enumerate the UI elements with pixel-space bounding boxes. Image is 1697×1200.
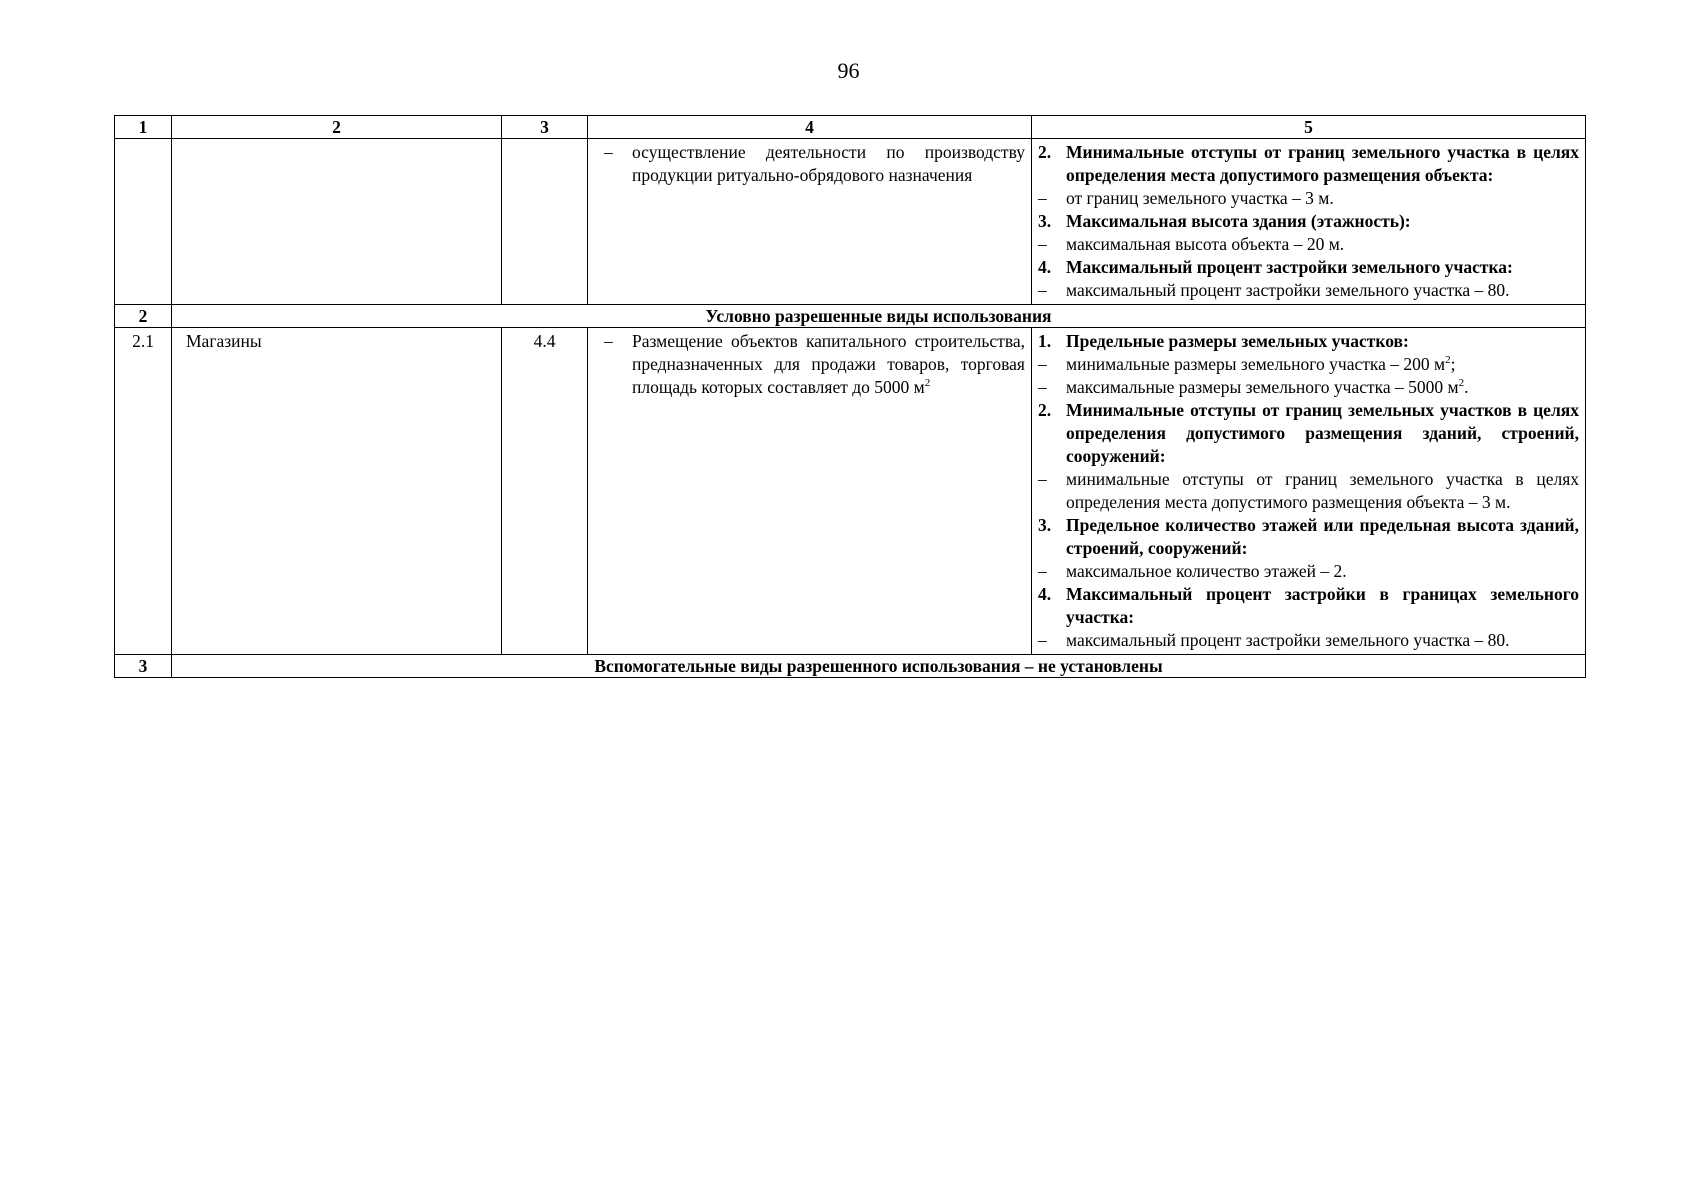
parameter-heading xyxy=(1038,514,1579,560)
list-text-main: максимальный процент застройки земельного участка – 80. xyxy=(1066,630,1510,650)
section-row-3 xyxy=(115,655,1586,678)
section-title: Условно разрешенные виды использования xyxy=(172,305,1586,328)
parameter-value xyxy=(1038,279,1579,302)
list-text-tail: . xyxy=(1464,377,1469,397)
cell-parameters xyxy=(1032,328,1586,655)
list-marker: 2. xyxy=(1038,142,1052,162)
list-text xyxy=(1066,210,1579,233)
parameter-value xyxy=(1038,353,1579,376)
list-text xyxy=(1066,279,1579,302)
list-marker: 4. xyxy=(1038,257,1052,277)
table-row-2-1 xyxy=(115,328,1586,655)
list-marker: 1. xyxy=(1038,331,1052,351)
col-header-1: 1 xyxy=(115,116,172,139)
col-header-5: 5 xyxy=(1032,116,1586,139)
cell-code xyxy=(502,139,588,305)
parameter-value xyxy=(1038,233,1579,256)
parameter-value xyxy=(1038,629,1579,652)
table-row-continuation xyxy=(115,139,1586,305)
cell-name xyxy=(172,139,502,305)
col-header-2: 2 xyxy=(172,116,502,139)
list-text-main: максимальные размеры земельного участка – 5000 м xyxy=(1066,377,1459,397)
parameter-heading xyxy=(1038,210,1579,233)
list-text xyxy=(1066,187,1579,210)
table-header-row xyxy=(115,116,1586,139)
section-number: 3 xyxy=(115,655,172,678)
list-text xyxy=(1066,399,1579,468)
list-text-main: Максимальный процент застройки в границах земельного участка: xyxy=(1066,584,1579,627)
list-text xyxy=(1066,583,1579,629)
superscript: 2 xyxy=(924,377,931,390)
list-text-main: от границ земельного участка – 3 м. xyxy=(1066,188,1334,208)
parameter-value xyxy=(1038,376,1579,399)
description-item xyxy=(594,141,1025,187)
list-dash: – xyxy=(604,331,613,351)
list-dash: – xyxy=(604,142,613,162)
list-text-main: Предельное количество этажей или предельная высота зданий, строений, сооружений: xyxy=(1066,515,1579,558)
list-marker: – xyxy=(1038,377,1047,397)
list-text-main: Предельные размеры земельных участков: xyxy=(1066,331,1409,351)
superscript: 2 xyxy=(1458,377,1465,390)
list-text-main: минимальные отступы от границ земельного участка в целях определения места допустимого размещения объекта – 3 м. xyxy=(1066,469,1579,512)
parameter-heading xyxy=(1038,583,1579,629)
list-marker: 4. xyxy=(1038,584,1052,604)
list-marker: – xyxy=(1038,354,1047,374)
cell-name: Магазины xyxy=(172,328,502,655)
parameter-value xyxy=(1038,560,1579,583)
list-text-main: максимальный процент застройки земельного участка – 80. xyxy=(1066,280,1510,300)
list-marker: – xyxy=(1038,561,1047,581)
list-text xyxy=(1066,468,1579,514)
superscript: 2 xyxy=(1445,354,1451,367)
col-header-4: 4 xyxy=(588,116,1032,139)
list-text-main: Максимальная высота здания (этажность): xyxy=(1066,211,1411,231)
section-title: Вспомогательные виды разрешенного использования – не установлены xyxy=(172,655,1586,678)
list-text xyxy=(1066,560,1579,583)
parameters-list xyxy=(1038,141,1579,302)
list-marker: – xyxy=(1038,280,1047,300)
cell-code: 4.4 xyxy=(502,328,588,655)
cell-description xyxy=(588,328,1032,655)
list-marker: – xyxy=(1038,469,1047,489)
list-marker: 3. xyxy=(1038,211,1052,231)
parameters-list xyxy=(1038,330,1579,652)
list-text-main: Максимальный процент застройки земельного участка: xyxy=(1066,257,1513,277)
cell-parameters xyxy=(1032,139,1586,305)
list-marker: 2. xyxy=(1038,400,1052,420)
cell-description xyxy=(588,139,1032,305)
list-text xyxy=(1066,233,1579,256)
list-marker: 3. xyxy=(1038,515,1052,535)
parameter-heading xyxy=(1038,141,1579,187)
description-text: осуществление деятельности по производству продукции ритуально-обрядового назначения xyxy=(632,142,1025,185)
description-item xyxy=(594,330,1025,399)
cell-num: 2.1 xyxy=(115,328,172,655)
list-text xyxy=(1066,514,1579,560)
list-marker: – xyxy=(1038,188,1047,208)
list-text xyxy=(1066,330,1579,353)
section-row-2 xyxy=(115,305,1586,328)
list-text xyxy=(1066,256,1579,279)
parameter-value xyxy=(1038,187,1579,210)
section-number: 2 xyxy=(115,305,172,328)
list-text xyxy=(1066,353,1579,376)
list-text-tail: ; xyxy=(1450,354,1456,374)
list-text-main: максимальное количество этажей – 2. xyxy=(1066,561,1347,581)
list-text-main: Минимальные отступы от границ земельного участка в целях определения места допустимого размещения объекта: xyxy=(1066,142,1579,185)
list-text xyxy=(1066,629,1579,652)
page-number: 96 xyxy=(837,58,860,83)
list-text xyxy=(1066,376,1579,399)
parameter-heading xyxy=(1038,399,1579,468)
description-main: Размещение объектов капитального строительства, предназначенных для продажи товаров, торговая площадь которых составляет до 5000 м xyxy=(632,331,1025,397)
cell-num xyxy=(115,139,172,305)
col-header-3: 3 xyxy=(502,116,588,139)
list-marker: – xyxy=(1038,234,1047,254)
parameter-heading xyxy=(1038,330,1579,353)
description-text xyxy=(632,330,1025,399)
zoning-table xyxy=(114,115,1586,678)
parameter-value xyxy=(1038,468,1579,514)
list-text-main: максимальная высота объекта – 20 м. xyxy=(1066,234,1345,254)
list-text-main: минимальные размеры земельного участка – 200 м xyxy=(1066,354,1446,374)
list-marker: – xyxy=(1038,630,1047,650)
parameter-heading xyxy=(1038,256,1579,279)
list-text-main: Минимальные отступы от границ земельных участков в целях определения допустимого размещения зданий, строений, сооружений: xyxy=(1066,400,1579,466)
list-text xyxy=(1066,141,1579,187)
